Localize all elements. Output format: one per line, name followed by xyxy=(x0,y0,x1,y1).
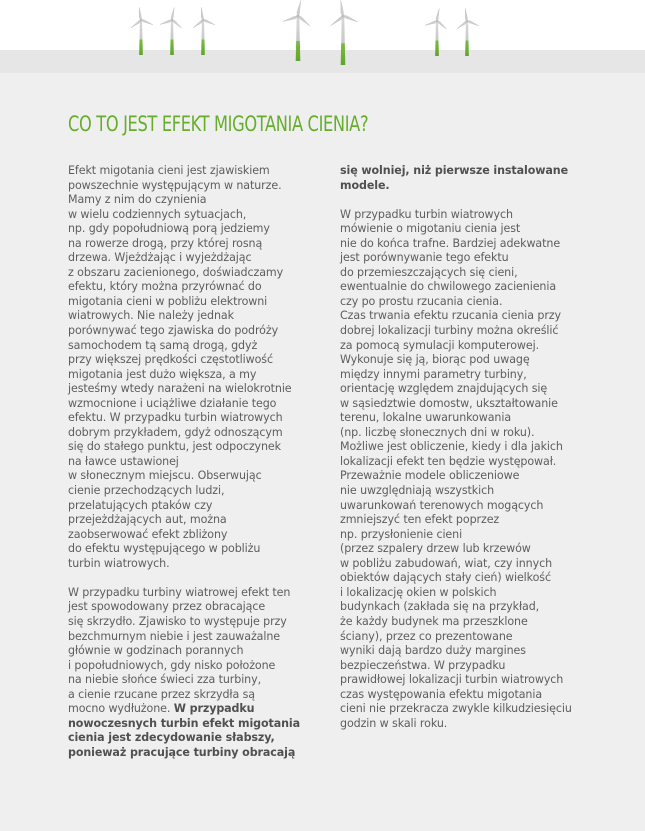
paragraph-2-text: W przypadku turbiny wiatrowej efekt ten jest spowodowany przez obracające się skrzydło. Zjawisko to występuje przy bezchmurnym niebie i jest zauważalne głównie w godzinach porannych i popołudniowych, gdy nisko położone na niebie słońce świeci zza turbiny, a cienie rzucane przez skrzydła są mocno wydłużone. xyxy=(68,585,291,716)
wind-turbine-icon xyxy=(330,0,358,65)
paragraph-gap xyxy=(340,193,585,208)
turbine-row xyxy=(0,0,645,73)
body-paragraph-1: Efekt migotania cieni jest zjawiskiem powszechnie występującym w naturze. Mamy z nim do czynienia w wielu codziennych sytuacjach, np. gdy popołudniową porą jedziemy na rowerze drogą, przy której rosną drzewa. Wjeżdżając i wyjeżdżając z obszaru zacienionego, doświadczamy efektu, który można przyrównać do migotania cieni w pobliżu elektrowni wiatrowych. Nie należy jednak porównywać tego zjawiska do podróży samochodem tą samą drogą, gdyż przy większej prędkości częstotliwość migotania jest dużo większa, a my jesteśmy wtedy narażeni na wielokrotnie wzmocnione i uciążliwe działanie tego efektu. W przypadku turbin wiatrowych dobrym przykładem, gdyż odnoszącym się do stałego punktu, jest odpoczynek na ławce ustawionej w słonecznym miejscu. Obserwując cienie przechodzących ludzi, przelatujących ptaków czy przejeżdżających aut, można zaobserwować efekt zbliżony do efektu występującego w pobliżu turbin wiatrowych. xyxy=(68,164,292,570)
body-paragraph-2-continued xyxy=(340,164,585,193)
paragraph-2-bold-continued: się wolniej, niż pierwsze instalowane modele. xyxy=(340,164,568,192)
wind-turbine-icon xyxy=(456,8,479,56)
wind-turbine-icon xyxy=(130,7,153,55)
header-band xyxy=(0,0,645,73)
left-column xyxy=(68,164,313,760)
paragraph-2-bold-text: W przypadku nowoczesnych turbin efekt migotania cienia jest zdecydowanie słabszy, ponieważ pracujące turbiny obracają xyxy=(68,702,301,759)
wind-turbine-icon xyxy=(425,8,448,56)
body-paragraph-2 xyxy=(68,586,313,761)
paragraph-gap xyxy=(68,571,313,586)
body-paragraph-3: W przypadku turbin wiatrowych mówienie o migotaniu cienia jest nie do końca trafne. Bardziej adekwatne jest porównywanie tego efektu do przemieszczających się cieni, ewentualnie do chwilowego zacienienia czy po prostu rzucania cienia. Czas trwania efektu rzucania cienia przy dobrej lokalizacji turbiny można określić za pomocą symulacji komputerowej. Wykonuje się ją, biorąc pod uwagę między innymi parametry turbiny, orientację względem znajdujących się w sąsiedztwie domostw, ukształtowanie terenu, lokalne uwarunkowania (np. liczbę słonecznych dni w roku). Możliwe jest obliczenie, kiedy i dla jakich lokalizacji efekt ten będzie występował. Przeważnie modele obliczeniowe nie uwzględniają wszystkich uwarunkowań terenowych mogących zmniejszyć ten efekt poprzez np. przysłonienie cieni (przez szpalery drzew lub krzewów w pobliżu zabudowań, wiat, czy innych obiektów dających stały cień) wielkość i lokalizację okien w polskich budynkach (zakłada się na przykład, że każdy budynek ma przeszklone ściany), przez co prezentowane wyniki dają bardzo duży margines bezpieczeństwa. W przypadku prawidłowej lokalizacji turbin wiatrowych czas występowania efektu migotania cieni nie przekracza zwykle kilkudziesięciu godzin w skali roku. xyxy=(340,207,572,730)
right-column xyxy=(340,164,585,731)
wind-turbine-icon xyxy=(160,7,183,55)
wind-turbine-icon xyxy=(283,0,311,61)
page-title: CO TO JEST EFEKT MIGOTANIA CIENIA? xyxy=(68,112,369,136)
wind-turbine-icon xyxy=(192,7,215,55)
